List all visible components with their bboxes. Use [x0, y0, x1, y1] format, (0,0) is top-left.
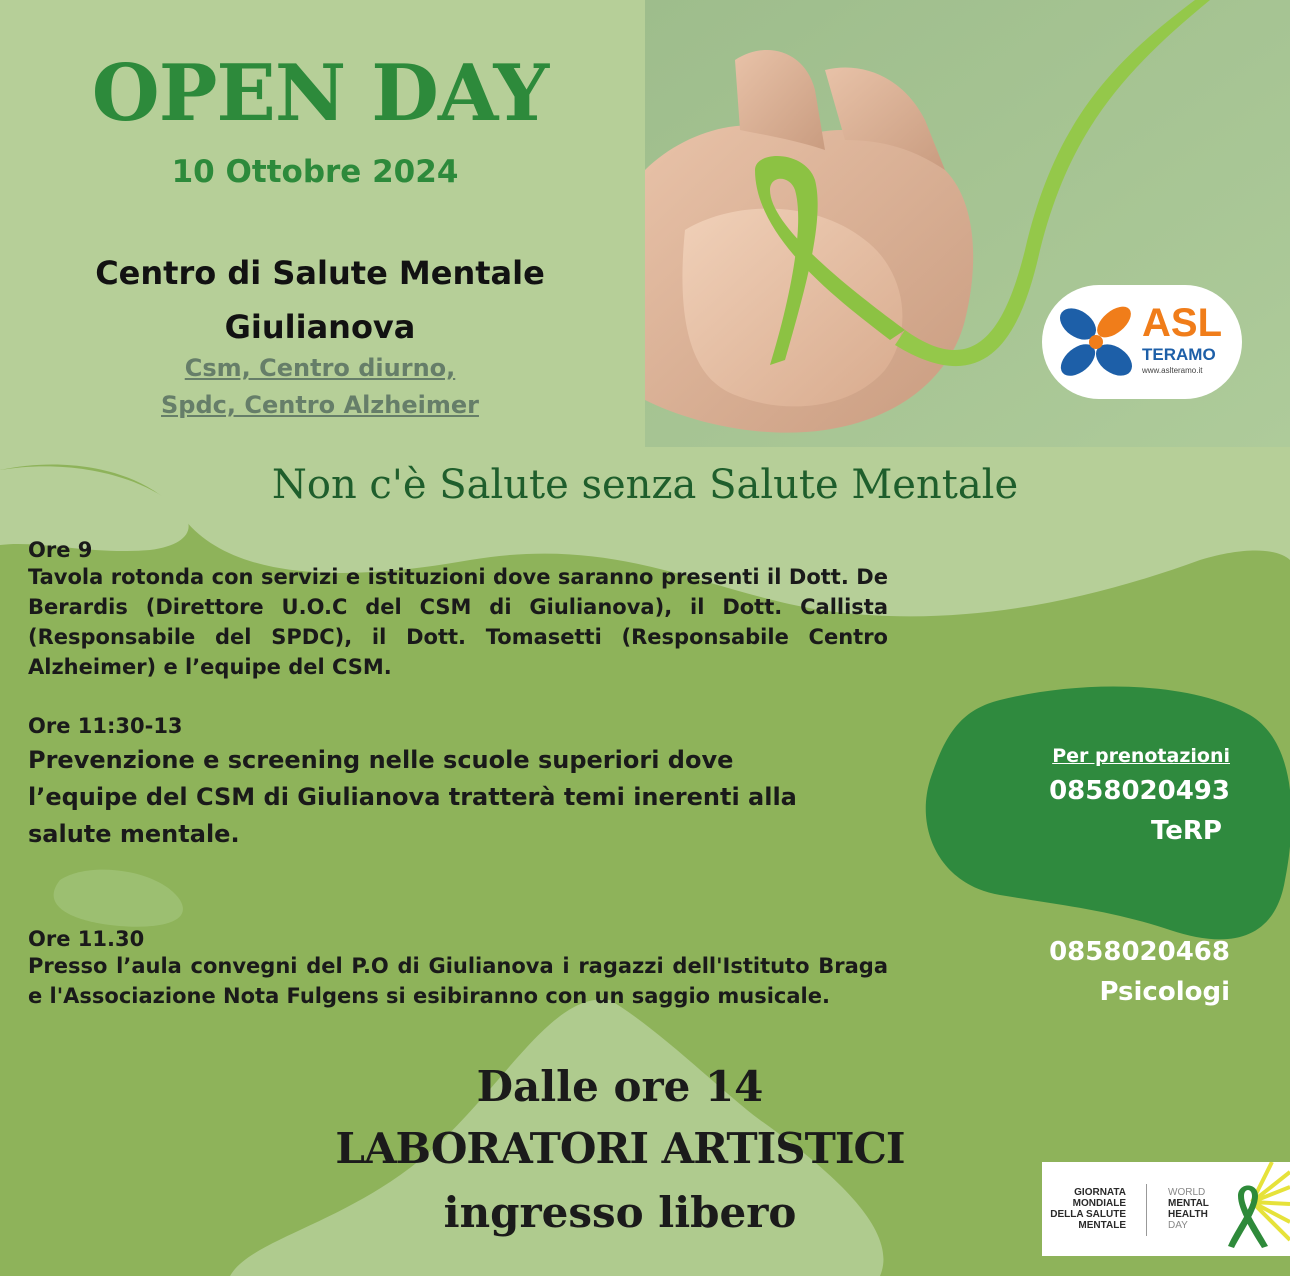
- world-mental-health-day-logo: [1042, 1162, 1290, 1256]
- services-line1: Csm, Centro diurno,: [184, 354, 456, 382]
- event-1-time: Ore 9: [28, 538, 93, 562]
- asl-logo-name: ASL: [1142, 301, 1222, 345]
- whd-en-line1: WORLD: [1168, 1187, 1206, 1198]
- event-2-text: Prevenzione e screening nelle scuole superiori dove l’equipe del CSM di Giulianova tratterà temi inerenti alla salute mentale.: [28, 746, 797, 848]
- event-date: 10 Ottobre 2024: [171, 154, 459, 190]
- event-3: [28, 927, 888, 1011]
- whd-it-line1: GIORNATA: [1074, 1187, 1126, 1198]
- asl-logo-city: TERAMO: [1142, 345, 1216, 364]
- event-1: [28, 538, 888, 682]
- whd-italian-text: [1042, 1187, 1126, 1231]
- center-name: [30, 246, 610, 354]
- booking-dept-1: TeRP: [1151, 816, 1222, 846]
- slogan: Non c'è Salute senza Salute Mentale: [271, 462, 1019, 508]
- asl-logo-url: www.aslteramo.it: [1142, 366, 1203, 375]
- booking-phone-1[interactable]: 0858020493: [1049, 776, 1230, 806]
- center-name-line2: Giulianova: [224, 308, 416, 346]
- booking-dept-2: Psicologi: [1099, 977, 1230, 1007]
- services-line2: Spdc, Centro Alzheimer: [161, 391, 479, 419]
- event-2: [28, 714, 848, 853]
- page-title: OPEN DAY: [91, 48, 549, 139]
- whd-it-line2: MONDIALE: [1072, 1198, 1126, 1209]
- asl-windmill-icon: [1054, 302, 1140, 382]
- whd-en-line3: HEALTH: [1168, 1209, 1208, 1220]
- event-3-time: Ore 11.30: [28, 927, 145, 951]
- footer-free-entry: ingresso libero: [443, 1188, 797, 1237]
- booking-label: Per prenotazioni: [1052, 745, 1230, 767]
- asl-teramo-logo: [1042, 285, 1242, 399]
- event-2-time: Ore 11:30-13: [28, 714, 183, 738]
- whd-it-line4: MENTALE: [1078, 1220, 1126, 1231]
- whd-divider: [1146, 1184, 1147, 1236]
- whd-it-line3: DELLA SALUTE: [1050, 1209, 1126, 1220]
- green-ribbon-sun-icon: [1212, 1162, 1290, 1256]
- whd-en-line2: MENTAL: [1168, 1198, 1209, 1209]
- footer-workshops: LABORATORI ARTISTICI: [335, 1124, 905, 1173]
- services-list: [30, 350, 610, 424]
- booking-phone-2[interactable]: 0858020468: [1049, 937, 1230, 967]
- event-1-text: Tavola rotonda con servizi e istituzioni dove saranno presenti il Dott. De Berardis (Direttore U.O.C del CSM di Giulianova), il Dott. Callista (Responsabile del SPDC), il Dott. Tomasetti (Responsabile Centro Alzheimer) e l’equipe del CSM.: [28, 565, 888, 679]
- whd-en-line4: DAY: [1168, 1220, 1188, 1231]
- footer-time: Dalle ore 14: [476, 1062, 764, 1111]
- event-3-text: Presso l’aula convegni del P.O di Giulianova i ragazzi dell'Istituto Braga e l'Associazione Nota Fulgens si esibiranno con un saggio musicale.: [28, 954, 888, 1008]
- whd-english-text: [1168, 1187, 1209, 1231]
- center-name-line1: Centro di Salute Mentale: [95, 254, 545, 292]
